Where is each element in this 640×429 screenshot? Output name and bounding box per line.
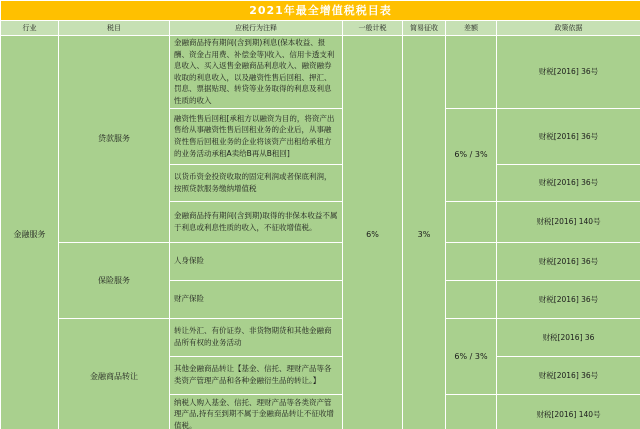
policy-cell: 财税[2016] 36号 <box>497 242 640 280</box>
header-general-rate: 一般计税 <box>343 21 403 36</box>
tax-item-insurance: 保险服务 <box>59 242 170 318</box>
header-deduction: 差额 <box>446 21 497 36</box>
policy-cell: 财税[2016] 140号 <box>497 394 640 429</box>
policy-cell: 财税[2016] 36号 <box>497 164 640 201</box>
header-policy-basis: 政策依据 <box>497 21 640 36</box>
deduction-cell <box>446 36 497 109</box>
behavior-note: 财产保险 <box>170 280 343 318</box>
behavior-note: 转让外汇、有价证券、非货物期货和其他金融商品所有权的业务活动 <box>170 318 343 356</box>
header-simple-levy: 简易征收 <box>403 21 446 36</box>
behavior-note: 纳税人购入基金、信托、理财产品等各类资产管理产品,持有至到期不属于金融商品转让不征收增值税。 <box>170 394 343 429</box>
simple-levy-cell: 3% <box>403 36 446 429</box>
policy-cell: 财税[2016] 36号 <box>497 36 640 109</box>
tax-item-loan: 贷款服务 <box>59 36 170 243</box>
deduction-cell <box>446 201 497 242</box>
policy-cell: 财税[2016] 36 <box>497 318 640 356</box>
deduction-cell-transfer: 6% / 3% <box>446 318 497 394</box>
behavior-note: 其他金融商品转让【基金、信托、理财产品等各类资产管理产品和各种金融衍生品的转让。】 <box>170 356 343 394</box>
behavior-note: 金融商品持有期间(含到期)取得的非保本收益不属于利息或利息性质的收入，不征收增值税。 <box>170 201 343 242</box>
policy-cell: 财税[2016] 36号 <box>497 108 640 164</box>
policy-cell: 财税[2016] 36号 <box>497 356 640 394</box>
industry-cell: 金融服务 <box>1 36 59 429</box>
table-title: 2021年最全增值税税目表 <box>1 1 640 21</box>
deduction-cell-loan: 6% / 3% <box>446 108 497 201</box>
header-taxable-behavior: 应税行为注释 <box>170 21 343 36</box>
behavior-note: 金融商品持有期间(含到期)利息(保本收益、报酬、资金占用费、补偿金等)收入、信用卡透支利息收入、买入返售金融商品利息收入、融资融券收取的利息收入，以及融资性售后回租、押汇、罚息、票据贴现、转贷等业务取得的利息及利息性质的收入 <box>170 36 343 109</box>
tax-item-financial-transfer: 金融商品转让 <box>59 318 170 429</box>
behavior-note: 人身保险 <box>170 242 343 280</box>
policy-cell: 财税[2016] 36号 <box>497 280 640 318</box>
behavior-note: 以货币资金投资收取的固定利润或者保底利润，按照贷款服务缴纳增值税 <box>170 164 343 201</box>
deduction-cell <box>446 280 497 318</box>
header-industry: 行业 <box>1 21 59 36</box>
behavior-note: 融资性售后回租[承租方以融资为目的，将资产出售给从事融资性售后回租业务的企业后，从事融资性售后回租业务的企业将该资产出租给承租方的业务活动承租A卖给B再从B租回] <box>170 108 343 164</box>
general-rate-cell: 6% <box>343 36 403 429</box>
policy-cell: 财税[2016] 140号 <box>497 201 640 242</box>
header-tax-item: 税目 <box>59 21 170 36</box>
deduction-cell <box>446 242 497 280</box>
deduction-cell <box>446 394 497 429</box>
